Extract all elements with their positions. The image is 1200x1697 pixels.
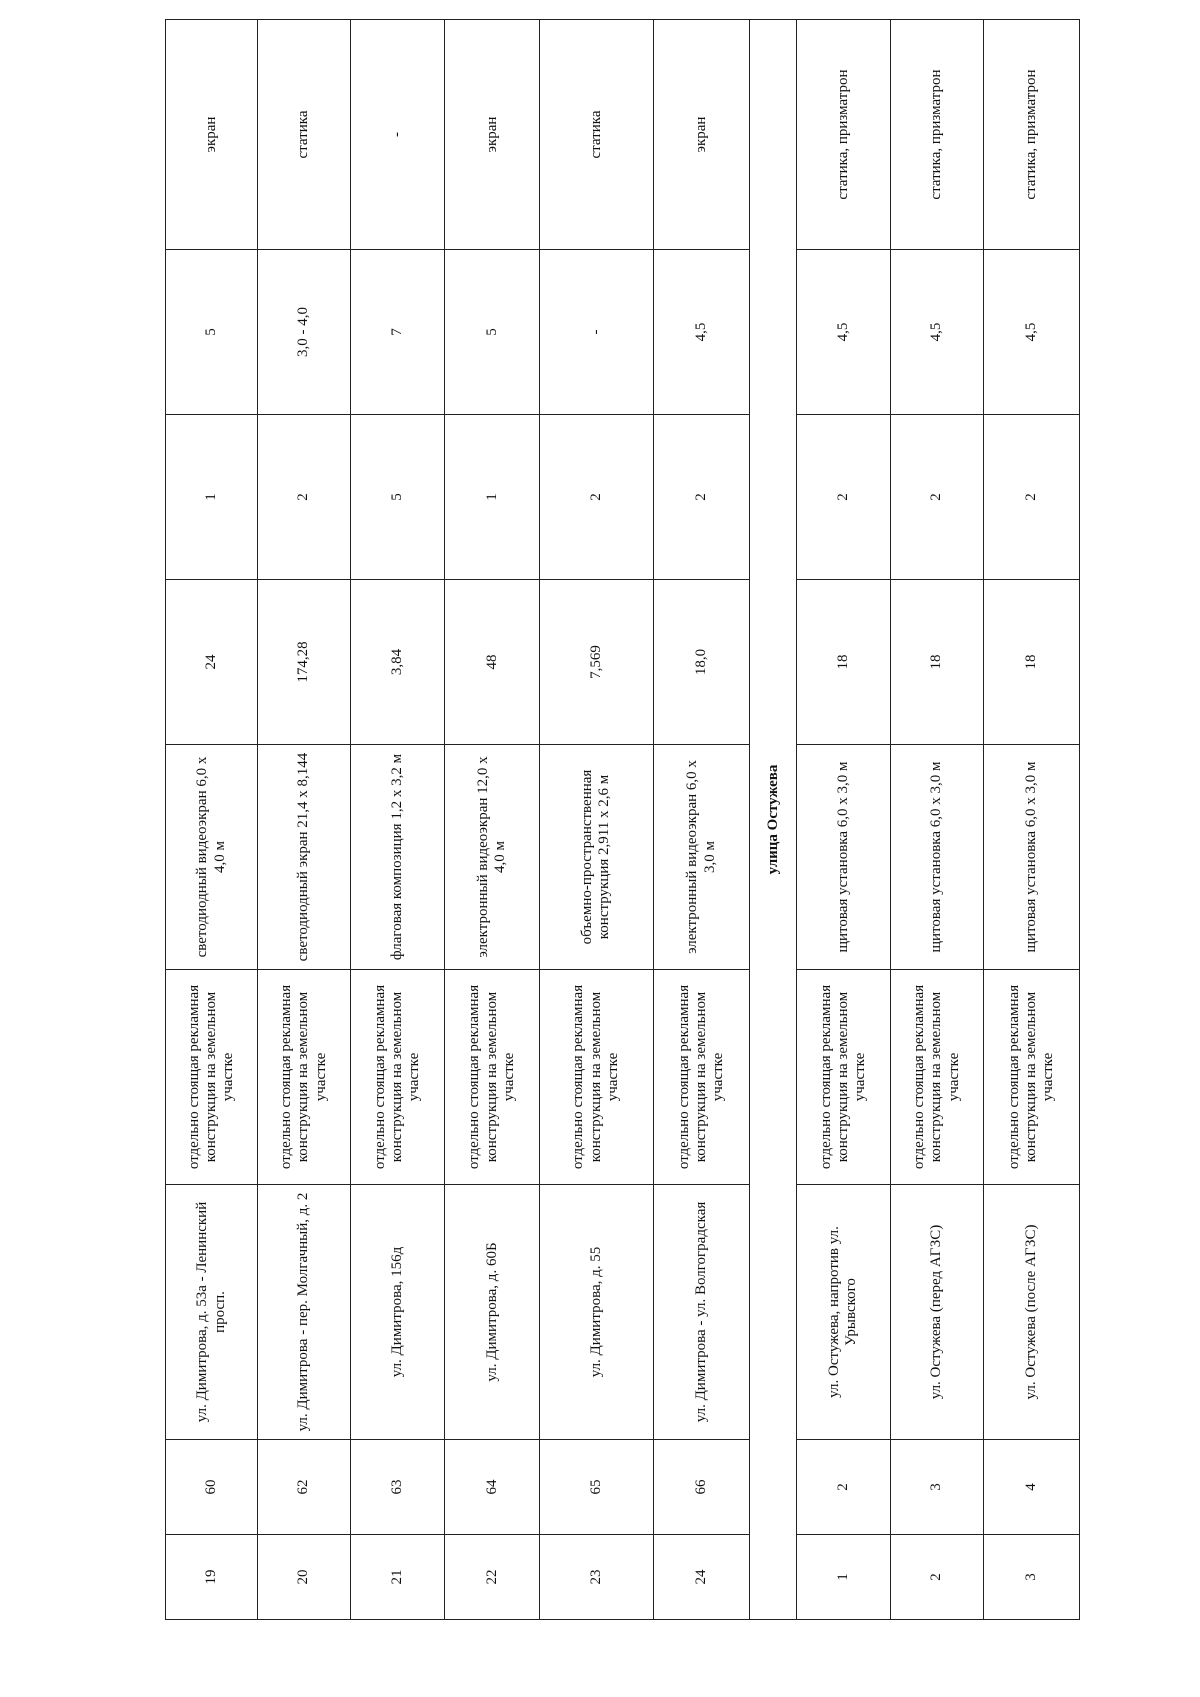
area-cell: 48 [445, 580, 540, 745]
structure-type-cell: отдельно стоящая рекламная конструкция на земельном участке [653, 970, 750, 1185]
place-id-cell: 62 [258, 1440, 350, 1535]
info-field-type-cell: экран [653, 20, 750, 250]
address-cell: ул. Остужева (перед АГЗС) [890, 1185, 984, 1440]
structure-kind-cell: флаговая композиция 1,2 х 3,2 м [350, 745, 445, 970]
row-number-cell: 22 [445, 1535, 540, 1620]
height-cell: 3,0 - 4,0 [258, 250, 350, 415]
structure-type-cell: отдельно стоящая рекламная конструкция на земельном участке [258, 970, 350, 1185]
table-row [350, 20, 445, 1620]
table-row [890, 20, 984, 1620]
structure-type-cell: отдельно стоящая рекламная конструкция на земельном участке [890, 970, 984, 1185]
table-row [166, 20, 258, 1620]
height-cell: 5 [166, 250, 258, 415]
info-field-type-cell: статика [258, 20, 350, 250]
sides-cell: 2 [540, 415, 654, 580]
place-id-cell: 64 [445, 1440, 540, 1535]
area-cell: 18 [984, 580, 1080, 745]
address-cell: ул. Димитрова, 156д [350, 1185, 445, 1440]
area-cell: 174,28 [258, 580, 350, 745]
address-cell: ул. Димитрова, д. 60Б [445, 1185, 540, 1440]
place-id-cell: 65 [540, 1440, 654, 1535]
area-cell: 7,569 [540, 580, 654, 745]
structure-type-cell: отдельно стоящая рекламная конструкция на земельном участке [350, 970, 445, 1185]
area-cell: 18 [890, 580, 984, 745]
row-number-cell: 21 [350, 1535, 445, 1620]
address-cell: ул. Димитрова - ул. Волгоградская [653, 1185, 750, 1440]
sides-cell: 1 [166, 415, 258, 580]
area-cell: 18,0 [653, 580, 750, 745]
info-field-type-cell: экран [166, 20, 258, 250]
advertising-structures-table [165, 19, 1080, 1620]
address-cell: ул. Димитрова - пер. Молгачный, д. 2 [258, 1185, 350, 1440]
table-row [797, 20, 891, 1620]
structure-kind-cell: щитовая установка 6,0 х 3,0 м [797, 745, 891, 970]
info-field-type-cell: статика [540, 20, 654, 250]
row-number-cell: 20 [258, 1535, 350, 1620]
structure-type-cell: отдельно стоящая рекламная конструкция на земельном участке [984, 970, 1080, 1185]
info-field-type-cell: статика, призматрон [890, 20, 984, 250]
sides-cell: 2 [984, 415, 1080, 580]
structure-kind-cell: объемно-пространственная конструкция 2,911 х 2,6 м [540, 745, 654, 970]
info-field-type-cell: - [350, 20, 445, 250]
section-row [750, 20, 797, 1620]
address-cell: ул. Остужева (после АГЗС) [984, 1185, 1080, 1440]
address-cell: ул. Димитрова, д. 55 [540, 1185, 654, 1440]
structure-kind-cell: щитовая установка 6,0 х 3,0 м [984, 745, 1080, 970]
height-cell: 7 [350, 250, 445, 415]
place-id-cell: 3 [890, 1440, 984, 1535]
height-cell: 5 [445, 250, 540, 415]
structure-kind-cell: электронный видеоэкран 12,0 х 4,0 м [445, 745, 540, 970]
place-id-cell: 66 [653, 1440, 750, 1535]
table-row [984, 20, 1080, 1620]
height-cell: 4,5 [890, 250, 984, 415]
height-cell: 4,5 [797, 250, 891, 415]
row-number-cell: 1 [797, 1535, 891, 1620]
structure-type-cell: отдельно стоящая рекламная конструкция на земельном участке [166, 970, 258, 1185]
place-id-cell: 2 [797, 1440, 891, 1535]
address-cell: ул. Остужева, напротив ул. Урывского [797, 1185, 891, 1440]
sides-cell: 2 [890, 415, 984, 580]
section-title: улица Остужева [750, 20, 797, 1620]
structure-kind-cell: светодиодный видеоэкран 6,0 х 4,0 м [166, 745, 258, 970]
sides-cell: 5 [350, 415, 445, 580]
structure-kind-cell: щитовая установка 6,0 х 3,0 м [890, 745, 984, 970]
table-row [258, 20, 350, 1620]
area-cell: 18 [797, 580, 891, 745]
structure-type-cell: отдельно стоящая рекламная конструкция на земельном участке [445, 970, 540, 1185]
sides-cell: 2 [653, 415, 750, 580]
row-number-cell: 19 [166, 1535, 258, 1620]
info-field-type-cell: статика, призматрон [984, 20, 1080, 250]
structure-kind-cell: светодиодный экран 21,4 х 8,144 [258, 745, 350, 970]
place-id-cell: 63 [350, 1440, 445, 1535]
info-field-type-cell: статика, призматрон [797, 20, 891, 250]
row-number-cell: 23 [540, 1535, 654, 1620]
row-number-cell: 24 [653, 1535, 750, 1620]
area-cell: 24 [166, 580, 258, 745]
area-cell: 3,84 [350, 580, 445, 745]
info-field-type-cell: экран [445, 20, 540, 250]
sides-cell: 2 [258, 415, 350, 580]
table-row [445, 20, 540, 1620]
height-cell: 4,5 [653, 250, 750, 415]
address-cell: ул. Димитрова, д. 53а - Ленинский просп. [166, 1185, 258, 1440]
structure-kind-cell: электронный видеоэкран 6,0 х 3,0 м [653, 745, 750, 970]
place-id-cell: 4 [984, 1440, 1080, 1535]
sides-cell: 1 [445, 415, 540, 580]
row-number-cell: 2 [890, 1535, 984, 1620]
sides-cell: 2 [797, 415, 891, 580]
row-number-cell: 3 [984, 1535, 1080, 1620]
rotated-table-container [165, 20, 1080, 1620]
height-cell: 4,5 [984, 250, 1080, 415]
table-row [653, 20, 750, 1620]
height-cell: - [540, 250, 654, 415]
place-id-cell: 60 [166, 1440, 258, 1535]
structure-type-cell: отдельно стоящая рекламная конструкция на земельном участке [540, 970, 654, 1185]
table-row [540, 20, 654, 1620]
structure-type-cell: отдельно стоящая рекламная конструкция на земельном участке [797, 970, 891, 1185]
